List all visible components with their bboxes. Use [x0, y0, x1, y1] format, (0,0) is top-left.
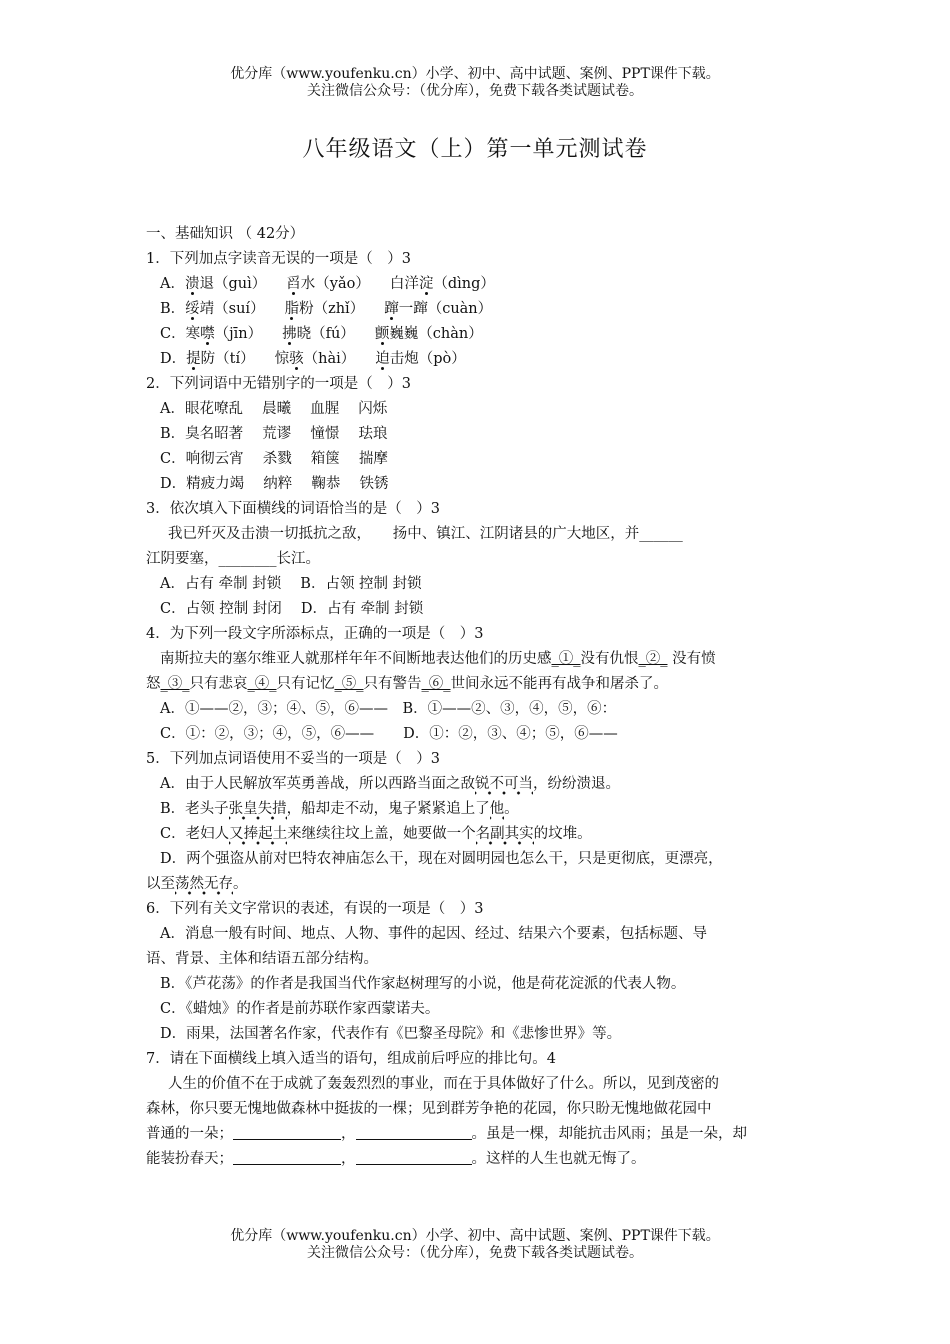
page-header — [0, 66, 950, 100]
dotted-phrase: 他 — [490, 801, 505, 820]
question-7-passage-line-4: 能装扮春天； ， 。这样的人生也就无悔了。 — [146, 1151, 646, 1167]
question-4-passage-line-1: 南斯拉夫的塞尔维亚人就那样年年不间断地表达他们的历史感_①_没有仇恨_②_ 没有愤 — [160, 651, 716, 667]
section-heading: 一、基础知识 （ 42分） — [146, 226, 305, 242]
question-5-option-a: A．由于人民解放军英勇善战，所以西路当面之敌锐不可当，纷纷溃退。 — [146, 772, 816, 797]
answer-blank[interactable] — [233, 1124, 341, 1140]
dotted-char: 颤 — [374, 326, 390, 342]
question-7-passage-line-3: 普通的一朵； ， 。虽是一棵，却能抗击风雨；虽是一朵，却 — [146, 1126, 747, 1142]
question-3-passage-line-2: 江阴要塞，________长江。 — [146, 551, 320, 567]
dotted-char: 骇 — [289, 351, 304, 367]
question-2-option-d: D．精疲力竭 纳粹 鞠恭 铁锈 — [160, 476, 389, 492]
answer-blank[interactable] — [356, 1124, 472, 1140]
question-3-options-cd: C．占领 控制 封闭 D．占有 牵制 封锁 — [160, 601, 424, 617]
page-footer — [0, 1228, 950, 1262]
dotted-phrase: 张皇失措 — [229, 801, 287, 820]
question-4-options-cd: C．①：②，③；④，⑤，⑥—— D．①：②，③、④；⑤，⑥—— — [160, 726, 618, 742]
question-1-option-a: A．溃退（guì） 舀水（yǎo） 白洋淀（dìng） — [160, 276, 495, 292]
question-7-passage-line-1: 人生的价值不在于成就了轰轰烈烈的事业，而在于具体做好了什么。所以，见到茂密的 — [168, 1076, 719, 1092]
question-1-option-d: D．提防（tí） 惊骇（hài） 迫击炮（pò） — [160, 351, 466, 367]
punct-slot: _④_ — [247, 676, 277, 692]
dotted-char: 提 — [186, 351, 201, 367]
answer-blank[interactable] — [356, 1149, 472, 1165]
question-7-stem: 7．请在下面横线上填入适当的语句，组成前后呼应的排比句。4 — [146, 1051, 556, 1067]
header-line-2: 关注微信公众号：（优分库），免费下载各类试题试卷。 — [307, 83, 643, 99]
question-6-option-b: B．《芦花荡》的作者是我国当代作家赵树理写的小说，他是荷花淀派的代表人物。 — [160, 976, 686, 992]
question-5-option-d-line-1: D．两个强盗从前对巴特农神庙怎么干，现在对圆明园也怎么干，只是更彻底，更漂亮， — [160, 851, 723, 867]
question-3-passage-line-1: 我已歼灭及击溃一切抵抗之敌， 扬中、镇江、江阴诸县的广大地区，并______ — [168, 526, 683, 542]
header-line-1: 优分库（www.youfenku.cn）小学、初中、高中试题、案例、PPT课件下载。 — [230, 66, 720, 82]
exam-body — [146, 222, 816, 1172]
question-5-option-b: B．老头子张皇失措，船却走不动，鬼子紧紧追上了他。 — [146, 797, 816, 822]
answer-blank[interactable] — [233, 1149, 341, 1165]
dotted-char: 舀 — [286, 276, 301, 292]
dotted-char: 淀 — [418, 276, 434, 292]
question-2-option-b: B．臭名昭著 荒谬 憧憬 珐琅 — [160, 426, 388, 442]
question-5-option-c: C．老妇人又捧起土来继续往坟上盖，她要做一个名副其实的坟堆。 — [146, 822, 816, 847]
question-1-option-b: B．绥靖（suí） 脂粉（zhǐ） 蹿一蹿（cuàn） — [160, 301, 493, 317]
question-4-stem: 4．为下列一段文字所添标点，正确的一项是（ ）3 — [146, 626, 484, 642]
question-6-option-a-line-1: A．消息一般有时间、地点、人物、事件的起因、经过、结果六个要素，包括标题、导 — [160, 926, 707, 942]
dotted-char: 迫 — [375, 351, 390, 367]
dotted-char: 脂 — [284, 301, 300, 317]
dotted-char: 噤 — [200, 326, 215, 342]
question-1-option-c: C．寒噤（jīn） 拂晓（fú） 颤巍巍（chàn） — [160, 326, 483, 342]
dotted-phrase: 又捧起土 — [229, 826, 287, 845]
punct-slot: _②_ — [638, 651, 668, 667]
question-5-stem: 5．下列加点词语使用不妥当的一项是（ ）3 — [146, 751, 440, 767]
dotted-char: 蹿 — [384, 301, 399, 317]
punct-slot: _⑥_ — [421, 676, 451, 692]
question-3-options-ab: A．占有 牵制 封锁 B．占领 控制 封锁 — [160, 576, 422, 592]
question-6-option-a-line-2: 语、背景、主体和结语五部分结构。 — [146, 951, 378, 967]
question-1-stem: 1．下列加点字读音无误的一项是（ ）3 — [146, 251, 411, 267]
punct-slot: _⑤_ — [334, 676, 364, 692]
dotted-phrase: 荡然无存 — [175, 876, 233, 895]
question-2-option-a: A．眼花嘹乱 晨曦 血腥 闪烁 — [160, 401, 388, 417]
punct-slot: _③_ — [160, 676, 190, 692]
question-6-option-d: D．雨果，法国著名作家，代表作有《巴黎圣母院》和《悲惨世界》等。 — [160, 1026, 622, 1042]
dotted-char: 绥 — [185, 301, 200, 317]
question-4-options-ab: A．①——②，③；④、⑤，⑥—— B．①——②、③，④，⑤，⑥： — [160, 701, 617, 717]
dotted-phrase: 锐不可当 — [475, 776, 533, 795]
question-7-passage-line-2: 森林，你只要无愧地做森林中挺拔的一棵；见到群芳争艳的花园，你只盼无愧地做花园中 — [146, 1101, 712, 1117]
question-6-stem: 6．下列有关文字常识的表述，有误的一项是（ ）3 — [146, 901, 484, 917]
question-3-stem: 3．依次填入下面横线的词语恰当的是（ ）3 — [146, 501, 440, 517]
question-6-option-c: C．《蜡烛》的作者是前苏联作家西蒙诺夫。 — [160, 1001, 440, 1017]
dotted-phrase: 名副其实 — [476, 826, 534, 845]
footer-line-2: 关注微信公众号：（优分库），免费下载各类试题试卷。 — [307, 1245, 643, 1261]
dotted-char: 溃 — [184, 276, 200, 292]
punct-slot: _①_ — [551, 651, 581, 667]
footer-line-1: 优分库（www.youfenku.cn）小学、初中、高中试题、案例、PPT课件下载。 — [230, 1228, 720, 1244]
question-2-option-c: C．响彻云宵 杀戮 箱箧 揣摩 — [160, 451, 388, 467]
page-title: 八年级语文（上）第一单元测试卷 — [302, 137, 648, 162]
question-2-stem: 2．下列词语中无错别字的一项是（ ）3 — [146, 376, 411, 392]
question-4-passage-line-2: 怒_③_只有悲哀_④_只有记忆_⑤_只有警告_⑥_世间永远不能再有战争和屠杀了。 — [146, 676, 668, 692]
question-5-option-d-line-2: 以至荡然无存。 — [146, 872, 816, 897]
dotted-char: 拂 — [282, 326, 297, 342]
